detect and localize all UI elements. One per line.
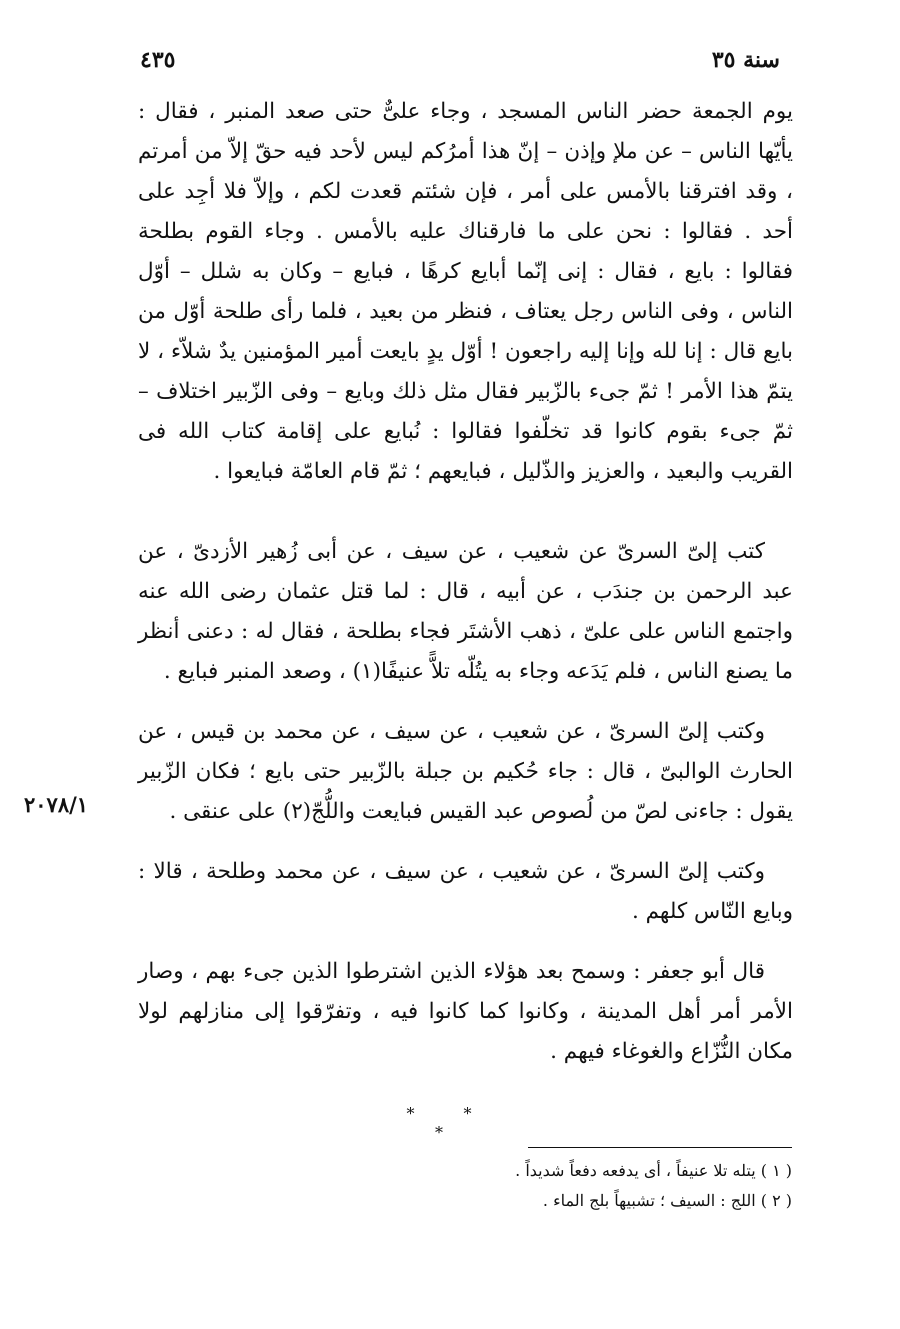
year-label: سنة ٣٥ [711, 47, 780, 73]
page-header [140, 42, 780, 78]
footnote-divider [528, 1147, 792, 1148]
paragraph-4: وكتب إلىّ السرىّ ، عن شعيب ، عن سيف ، عن محمد وطلحة ، قالا : وبايع النّاس كلهم . [138, 859, 793, 924]
page-number: ٤٣٥ [140, 47, 176, 73]
paragraph-3: وكتب إلىّ السرىّ ، عن شعيب ، عن سيف ، عن محمد بن قيس ، عن الحارث الوالبىّ ، قال : جاء حُكيم بن جبلة بالزّبير حتى بايع ؛ فكان الزّبير يقول : جاءنى لصّ من لُصوص عبد القيس فبايعت واللُّجّ(٢) على عنقى . [138, 719, 793, 824]
footnote-1: ( ١ ) يتله تلا عنيفاً ، أى يدفعه دفعاً شديداً . [515, 1161, 792, 1180]
footnote-2: ( ٢ ) اللج : السيف ؛ تشبيهاً بلج الماء . [542, 1191, 792, 1210]
paragraph-2: كتب إلىّ السرىّ عن شعيب ، عن سيف ، عن أبى زُهير الأزدىّ ، عن عبد الرحمن بن جندَب ، عن أبيه ، قال : لما قتل عثمان رضى الله عنه واجتمع الناس على علىّ ، ذهب الأشتَر فجاء بطلحة ، فقال له : دعنى أنظر ما يصنع الناس ، فلم يَدَعه وجاء به يتُلّه تلاًّ عنيفًا(١) ، وصعد المنبر فبايع . [138, 539, 793, 684]
paragraph-5: قال أبو جعفر : وسمح بعد هؤلاء الذين اشترطوا الذين جىء بهم ، وصار الأمر أمر أهل المدينة ، وكانوا كما كانوا فيه ، وتفرّقوا إلى منازلهم لولا مكان النُّزّاع والغوغاء فيهم . [138, 959, 793, 1064]
paragraph-1: يوم الجمعة حضر الناس المسجد ، وجاء علىٌّ حتى صعد المنبر ، فقال : يأيّها الناس – عن ملإ وإذن – إنّ هذا أمرُكم ليس لأحد فيه حقّ إلاّ من أمرتم ، وقد افترقنا بالأمس على أمر ، فإن شئتم قعدت لكم ، وإلاّ فلا أجِد على أحد . فقالوا : نحن على ما فارقناك عليه بالأمس . وجاء القوم بطلحة فقالوا : بايع ، فقال : إنى إنّما أبايع كرهًا ، فبايع – وكان به شلل – أوّل الناس ، وفى الناس رجل يعتاف ، فنظر من بعيد ، فلما رأى طلحة أوّل من بايع قال : إنا لله وإنا إليه راجعون ! أوّل يدٍ بايعت أمير المؤمنين يدٌ شلاّء ، لا يتمّ هذا الأمر ! ثمّ جىء بالزّبير فقال مثل ذلك وبايع – وفى الزّبير اختلاف – ثمّ جىء بقوم كانوا قد تخلّفوا فقالوا : نُبايع على إقامة كتاب الله فى القريب والبعيد ، والعزيز والذّليل ، فبايعهم ؛ ثمّ قام العامّة فبايعوا . [138, 99, 793, 484]
section-separator: * * * [406, 1104, 494, 1142]
footnotes [420, 1156, 792, 1216]
margin-reference: ٢٠٧٨/١ [24, 792, 89, 817]
main-text [138, 92, 793, 1072]
